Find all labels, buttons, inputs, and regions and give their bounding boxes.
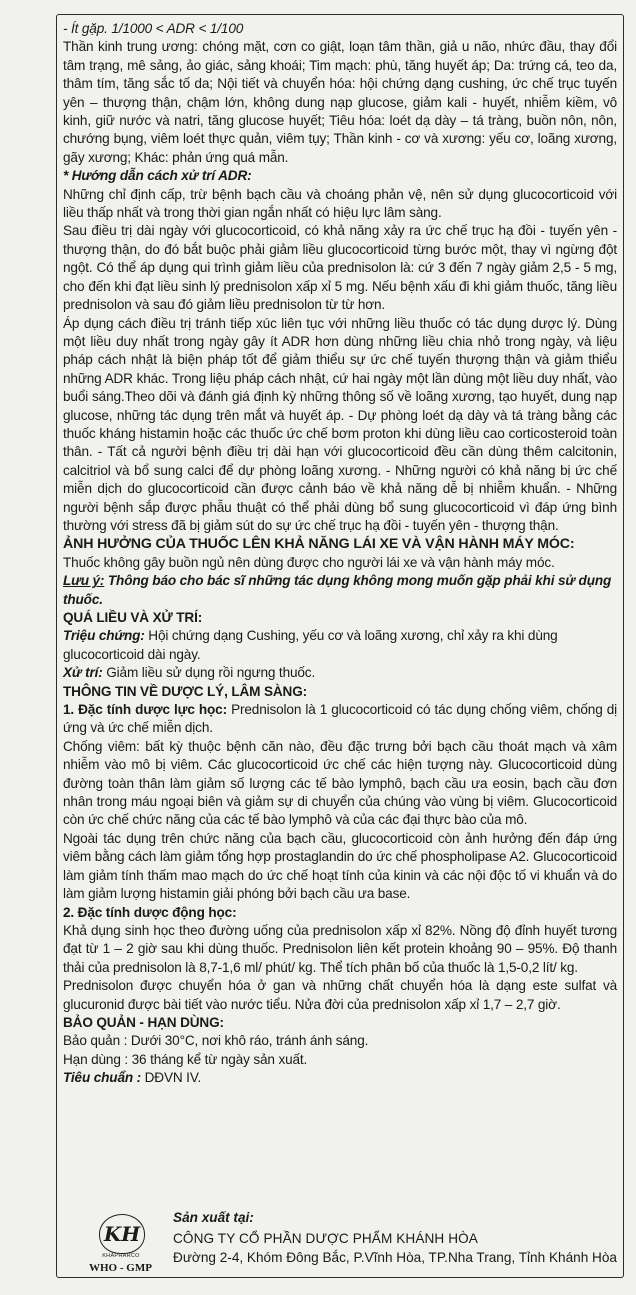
- adr-guide-heading: * Hướng dẫn cách xử trí ADR:: [63, 168, 252, 184]
- driving-heading: ẢNH HƯỞNG CỦA THUỐC LÊN KHẢ NĂNG LÁI XE VÀ VẬN HÀNH MÁY MÓC:: [63, 536, 575, 553]
- note-body: Thông báo cho bác sĩ những tác dụng không mong muốn gặp phải khi sử dụng thuốc.: [63, 573, 612, 607]
- manufacturer-name: CÔNG TY CỔ PHẦN DƯỢC PHẨM KHÁNH HÒA: [173, 1231, 478, 1246]
- note-paragraph: [63, 572, 617, 609]
- driving-body: Thuốc không gây buồn ngủ nên dùng được cho người lái xe và vận hành máy móc.: [63, 554, 555, 570]
- adr-guide-paragraph: Những chỉ định cấp, trừ bệnh bạch cầu và choáng phản vệ, nên sử dụng glucocorticoid với liều thấp nhất và trong thời gian ngắn nhất có hiệu lực lâm sàng.: [63, 186, 617, 221]
- pk-paragraph: Prednisolon được chuyển hóa ở gan và những chất chuyển hóa là dạng este sulfat và glucuronid được bài tiết vào nước tiểu. Nửa đời của prednisolon xấp xỉ 1,7 – 2,7 giờ.: [63, 978, 617, 1012]
- adr-guide-paragraph: Áp dụng cách điều trị tránh tiếp xúc liên tục với những liều thuốc có tác dụng dược lý. Dùng một liều duy nhất trong ngày gây ít ADR hơn dùng những liều chia nhỏ trong ngày, và liệu pháp cách nhật là biện pháp tốt để giảm thiểu sự ức chế tuyến thượng thận và giảm thiểu những ADR khác. Trong liệu pháp cách nhật, cứ hai ngày một lần dùng một liều duy nhất, vào buổi sáng.Theo dõi và đánh giá định kỳ những thông số về loãng xương, tạo huyết, dung nạp glucose, những tác dụng trên mắt và huyết áp. - Dự phòng loét dạ dày và tá tràng bằng các thuốc kháng histamin hoặc các thuốc ức chế bơm proton khi dùng liều cao corticosteroid toàn thân. - Tất cả người bệnh điều trị dài hạn với glucocorticoid đều cần dùng thêm calcitonin, calcitriol và bổ sung calci để dự phòng loãng xương. - Những người có khả năng bị ức chế miễn dịch do glucocorticoid cần được cảnh báo về khả năng dễ bị nhiễm khuẩn. - Những người bệnh sắp được phẫu thuật có thể phải dùng bổ sung glucocorticoid vì đáp ứng bình thường với stress đã bị giảm sút do sự ức chế trục hạ đồi - tuyến yên - thượng thận.: [63, 315, 617, 533]
- pd-paragraph: Ngoài tác dụng trên chức năng của bạch cầu, glucocorticoid còn ảnh hưởng đến đáp ứng viêm bằng cách làm giảm tổng hợp prostaglandin do ức chế phospholipase A2. Glucocorticoid làm giảm tính thấm mao mạch do ức chế hoạt tính của kinin và các nội độc tố vi khuẩn và do làm giảm lượng histamin giải phóng bởi bạch cầu ưa base.: [63, 830, 617, 902]
- pharmacology-heading: THÔNG TIN VỀ DƯỢC LÝ, LÂM SÀNG:: [63, 683, 308, 699]
- adr-rare-heading: - Ít gặp. 1/1000 < ADR < 1/100: [63, 21, 244, 36]
- overdose-heading: QUÁ LIỀU VÀ XỬ TRÍ:: [63, 610, 203, 625]
- storage-body: Bảo quản : Dưới 30°C, nơi khô ráo, tránh ánh sáng.: [63, 1033, 369, 1049]
- gmp-label: WHO - GMP: [89, 1262, 152, 1274]
- pd-heading: 1. Đặc tính dược lực học:: [63, 702, 227, 718]
- adr-rare-body: Thần kinh trung ương: chóng mặt, cơn co giật, loạn tâm thần, giả u não, nhức đầu, thay đổi tâm trạng, mê sảng, ảo giác, sảng khoái; Tim mạch: phù, tăng huyết áp; Da: trứng cá, teo da, thâm tím, tăng sắc tố da; Nội tiết và chuyển hóa: hội chứng dạng cushing, ức chế trục tuyến yên – thượng thận, chậm lớn, không dung nạp glucose, giảm kali - huyết, nhiễm kiềm, vô kinh, giữ nước và natri, tăng glucose huyết; Tiêu hóa: loét dạ dày – tá tràng, buồn nôn, nôn, chướng bụng, viêm loét thực quản, viêm tụy; Thần kinh - cơ và xương: yếu cơ, loãng xương, gãy xương; Khác: phản ứng quá mẫn.: [63, 39, 617, 165]
- treatment-body: Giảm liều sử dụng rồi ngưng thuốc.: [102, 665, 316, 681]
- standard-value: DĐVN IV.: [141, 1070, 202, 1086]
- note-label: Lưu ý:: [63, 573, 105, 589]
- standard-label: Tiêu chuẩn :: [63, 1070, 142, 1086]
- treatment-paragraph: [63, 664, 617, 682]
- storage-heading: BẢO QUẢN - HẠN DÙNG:: [63, 1014, 224, 1030]
- pd-intro-paragraph: [63, 701, 617, 738]
- company-logo: [99, 1214, 145, 1254]
- pk-paragraph: Khả dụng sinh học theo đường uống của prednisolon xấp xỉ 82%. Nồng độ đỉnh huyết tương đạt từ 1 – 2 giờ sau khi dùng thuốc. Prednisolon liên kết protein khoảng 90 – 95%. Độ thanh thải của prednisolon là 8,7-1,6 ml/ phút/ kg. Thể tích phân bố của thuốc là 1,5-0,2 lít/ kg.: [63, 922, 617, 975]
- treatment-label: Xử trí:: [63, 665, 103, 681]
- manufacturer-address: Đường 2-4, Khóm Đông Bắc, P.Vĩnh Hòa, TP.Nha Trang, Tỉnh Khánh Hòa: [173, 1250, 617, 1265]
- pd-intro: Prednisolon là 1 glucocorticoid có tác dụng chống viêm, chống dị ứng và ức chế miễn dịch.: [63, 702, 617, 736]
- standard-paragraph: [63, 1069, 617, 1087]
- manufacturer-label: Sản xuất tại:: [173, 1210, 254, 1225]
- logo-monogram: KH: [103, 1222, 141, 1246]
- symptoms-body: Hội chứng dạng Cushing, yếu cơ và loãng xương, chỉ xảy ra khi dùng glucocorticoid dài ngày.: [63, 628, 558, 662]
- adr-guide-paragraph: Sau điều trị dài ngày với glucocorticoid, có khả năng xảy ra ức chế trục hạ đồi - tuyến yên - thượng thận, do đó bắt buộc phải giảm liều glucocorticoid từng bước một, thay vì ngừng đột ngột. Có thể áp dụng qui trình giảm liều của prednisolon là: cứ 3 đến 7 ngày giảm 2,5 - 5 mg, cho đến khi đạt liều sinh lý prednisolon xấp xỉ 5 mg. Nếu bệnh xấu đi khi giảm thuốc, tăng liều prednisolon và sau đó giảm liều prednisolon từ từ hơn.: [63, 223, 617, 313]
- symptoms-paragraph: [63, 627, 617, 664]
- pd-paragraph: Chống viêm: bất kỳ thuộc bệnh căn nào, đều đặc trưng bởi bạch cầu thoát mạch và xâm nhiễm vào mô bị viêm. Các glucocorticoid ức chế các hiện tượng này. Glucocorticoid dùng đường toàn thân làm giảm số lượng các tế bào lymphô, bạch cầu ưa eosin, bạch cầu đơn nhân trong máu ngoại biên và giảm sự di chuyển của chúng vào vùng bị viêm. Glucocorticoid còn ức chế chức năng của các tế bào lymphô và của các đại thực bào của mô.: [63, 738, 617, 828]
- leaflet-content: [63, 20, 617, 1088]
- pk-heading: 2. Đặc tính dược động học:: [63, 904, 237, 920]
- logo-caption: KHAPHARCO: [102, 1253, 140, 1259]
- shelf-life-body: Hạn dùng : 36 tháng kể từ ngày sản xuất.: [63, 1051, 308, 1067]
- symptoms-label: Triệu chứng:: [63, 628, 145, 644]
- manufacturer-block: [63, 1208, 617, 1274]
